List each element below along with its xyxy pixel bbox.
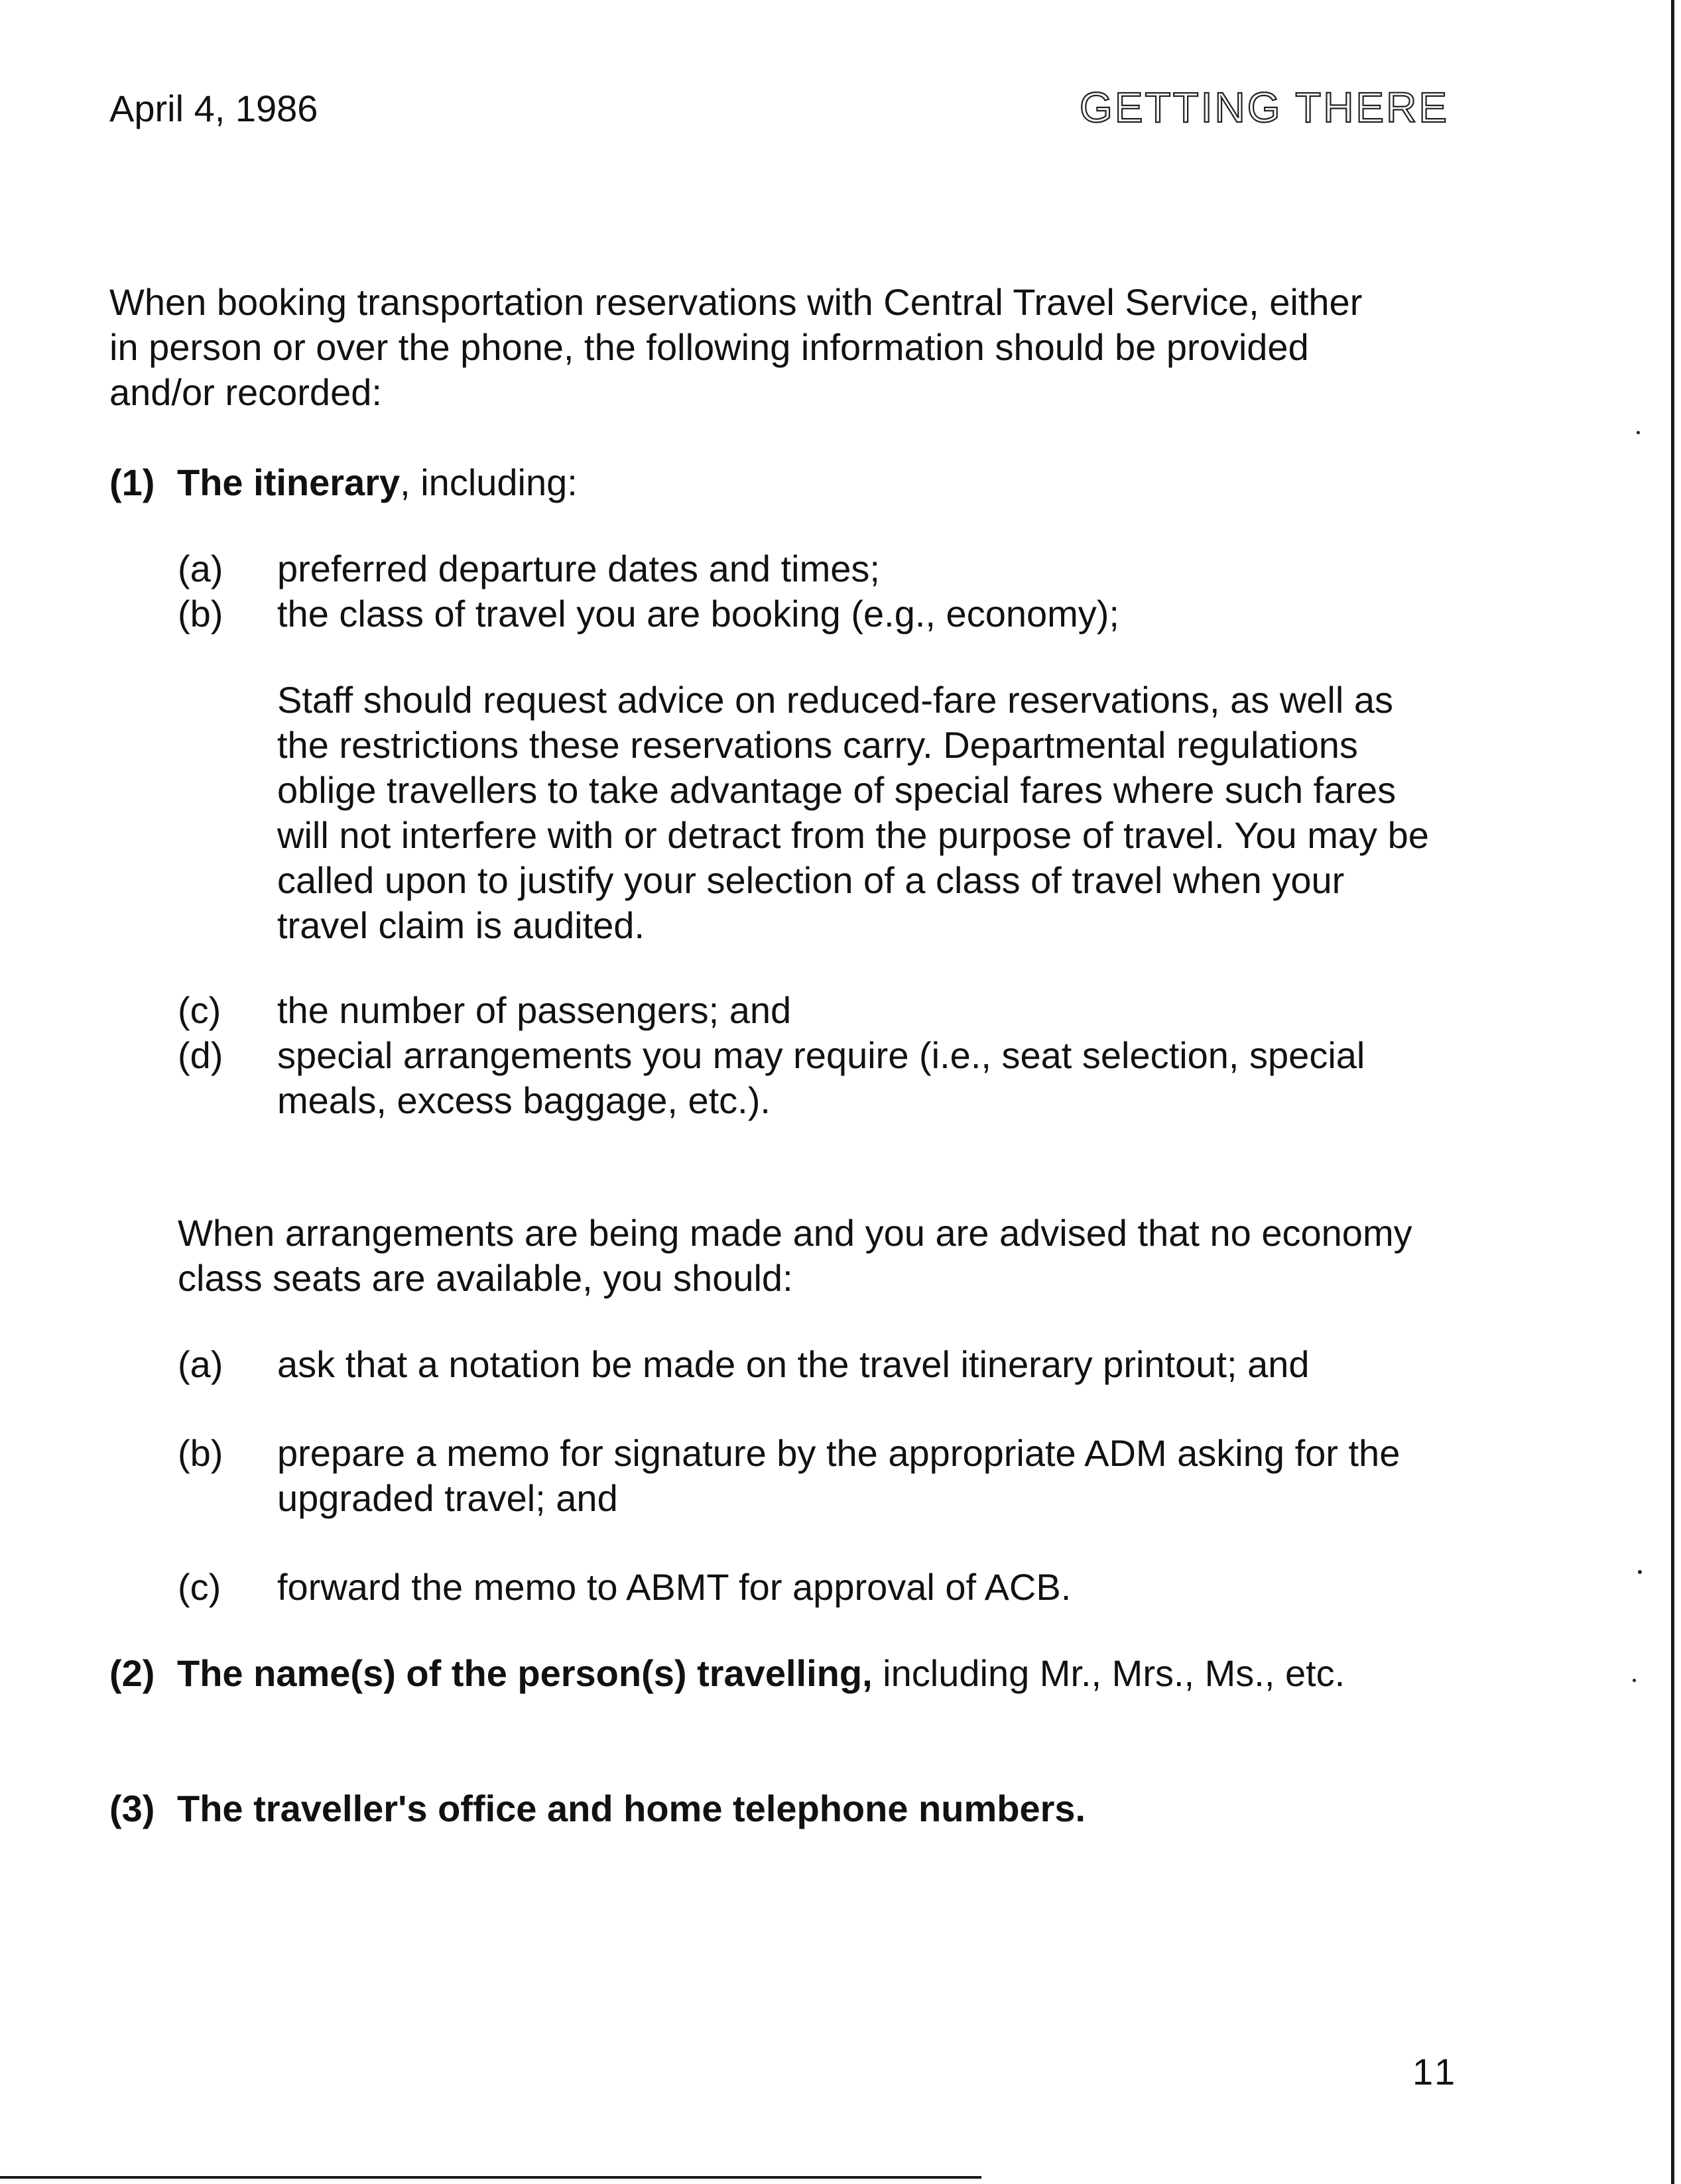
section-1-suffix: , including: [400,461,578,503]
item-text: forward the memo to ABMT for approval of ACB. [277,1566,1072,1608]
section-3-heading [109,1786,1086,1831]
intro-paragraph: When booking transportation reservations with Central Travel Service, either in person or over the phone, the following information should be provided and/or recorded: [109,281,1363,413]
scan-edge-right [1671,0,1674,2184]
item-text: prepare a memo for signature by the appropriate ADM asking for the upgraded travel; and [277,1432,1401,1519]
section-3-title: The traveller's office and home telephone numbers. [177,1788,1086,1829]
item-text: preferred departure dates and times; [277,548,880,589]
item-label: (b) [178,1432,223,1474]
section-2-heading [109,1651,1356,1696]
item-text: the class of travel you are booking (e.g., economy); [277,593,1119,635]
item-text: ask that a notation be made on the travel itinerary printout; and [277,1343,1310,1385]
scan-speck [1638,1570,1642,1574]
scan-speck [1633,1679,1636,1682]
item-label: (b) [178,593,223,635]
item-label: (c) [178,1566,221,1608]
section-2-title: The name(s) of the person(s) travelling, [177,1652,873,1694]
item-label: (c) [178,989,221,1031]
scan-speck [1637,431,1640,434]
item-label: (d) [178,1034,223,1076]
scan-edge-bottom [0,2176,981,2179]
page-number: 11 [1412,2051,1460,2093]
section-2-number: (2) [109,1652,155,1694]
section-1-title: The itinerary [177,461,401,503]
section-1-heading [109,460,578,505]
item-text: special arrangements you may require (i.e., seat selection, special meals, excess baggage, etc.). [277,1034,1365,1121]
item-label: (a) [178,1343,223,1385]
section-2-suffix: including Mr., Mrs., Ms., etc. [872,1652,1345,1694]
item-label: (a) [178,548,223,589]
running-head: GETTING THERE [1080,84,1449,131]
section-1-number: (1) [109,461,155,503]
reduced-fare-note: Staff should request advice on reduced-fare reservations, as well as the restrictions these reservations carry. Departmental regulations oblige travellers to take advantage of special fares where such fares will not interfere with or detract from the purpose of travel. You may be called upon to justify your selection of a class of travel when your travel claim is audited. [277,679,1429,946]
item-text: the number of passengers; and [277,989,792,1031]
section-3-number: (3) [109,1788,155,1829]
economy-paragraph: When arrangements are being made and you are advised that no economy class seats are available, you should: [178,1212,1412,1299]
document-date: April 4, 1986 [109,88,318,129]
